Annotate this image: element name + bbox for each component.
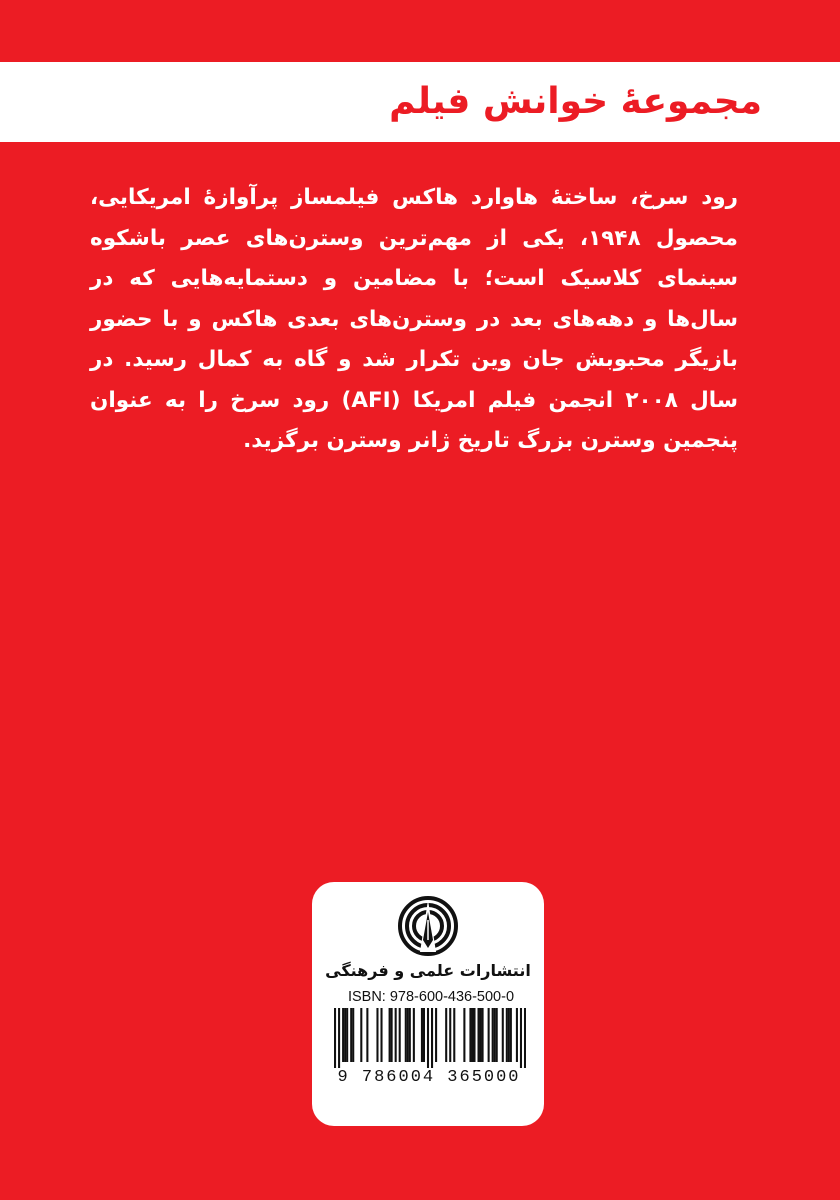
barcode-bar bbox=[376, 1008, 378, 1062]
barcode-bar bbox=[494, 1008, 496, 1062]
barcode-bar bbox=[380, 1008, 382, 1062]
barcode-bar bbox=[482, 1008, 484, 1062]
publisher-name: انتشارات علمی و فرهنگی bbox=[325, 961, 531, 980]
barcode-bar bbox=[427, 1008, 429, 1068]
barcode-bar bbox=[431, 1008, 433, 1068]
barcode-bar bbox=[346, 1008, 348, 1062]
barcode-bar bbox=[488, 1008, 490, 1062]
barcode bbox=[334, 1008, 526, 1068]
barcode-bar bbox=[508, 1008, 510, 1062]
barcode-bar bbox=[395, 1008, 397, 1062]
barcode-bar bbox=[435, 1008, 437, 1062]
series-title: مجموعهٔ خوانش فیلم bbox=[389, 81, 762, 122]
barcode-bar bbox=[344, 1008, 346, 1062]
barcode-bar bbox=[342, 1008, 344, 1062]
publisher-logo-icon bbox=[398, 896, 458, 956]
barcode-bar bbox=[366, 1008, 368, 1062]
barcode-bar bbox=[409, 1008, 411, 1062]
barcode-bar bbox=[423, 1008, 425, 1062]
barcode-bar bbox=[421, 1008, 423, 1062]
barcode-bar bbox=[471, 1008, 473, 1062]
publisher-card bbox=[312, 882, 544, 1126]
barcode-bar bbox=[480, 1008, 482, 1062]
barcode-bar bbox=[360, 1008, 362, 1062]
barcode-bar bbox=[502, 1008, 504, 1062]
barcode-bar bbox=[516, 1008, 518, 1062]
barcode-bar bbox=[399, 1008, 401, 1062]
barcode-bar bbox=[445, 1008, 447, 1062]
barcode-bar bbox=[477, 1008, 479, 1062]
book-blurb: رود سرخ، ساختهٔ هاوارد هاکس فیلمساز پرآوازهٔ امریکایی، محصول ۱۹۴۸، یکی از مهم‌ترین وسترن‌های عصر باشکوه سینمای کلاسیک است؛ با مضامین و دستمایه‌هایی که در سال‌ها و دهه‌های بعد در وسترن‌های بعدی هاکس و با حضور بازیگر محبوبش جان وین تکرار شد و گاه به کمال رسید. در سال ۲۰۰۸ انجمن فیلم امریکا (AFI) رود سرخ را به عنوان پنجمین وسترن بزرگ تاریخ ژانر وسترن برگزید. bbox=[90, 185, 739, 453]
barcode-bar bbox=[453, 1008, 455, 1062]
barcode-bar bbox=[391, 1008, 393, 1062]
barcode-bar bbox=[506, 1008, 508, 1062]
barcode-bar bbox=[413, 1008, 415, 1062]
barcode-bar bbox=[405, 1008, 407, 1062]
barcode-bar bbox=[492, 1008, 494, 1062]
barcode-bar bbox=[520, 1008, 522, 1068]
barcode-bar bbox=[449, 1008, 451, 1062]
barcode-bar bbox=[473, 1008, 475, 1062]
barcode-bar bbox=[338, 1008, 340, 1068]
barcode-bar bbox=[407, 1008, 409, 1062]
series-banner bbox=[0, 62, 840, 142]
isbn-number: ISBN: 978-600-436-500-0 bbox=[347, 989, 515, 1005]
barcode-bar bbox=[524, 1008, 526, 1068]
barcode-bar bbox=[496, 1008, 498, 1062]
barcode-bar bbox=[352, 1008, 354, 1062]
barcode-bar bbox=[389, 1008, 391, 1062]
barcode-bar bbox=[469, 1008, 471, 1062]
barcode-bar bbox=[463, 1008, 465, 1062]
barcode-digits: 9 786004 365000 bbox=[337, 1068, 521, 1087]
barcode-bar bbox=[350, 1008, 352, 1062]
barcode-bar bbox=[334, 1008, 336, 1068]
barcode-bar bbox=[510, 1008, 512, 1062]
